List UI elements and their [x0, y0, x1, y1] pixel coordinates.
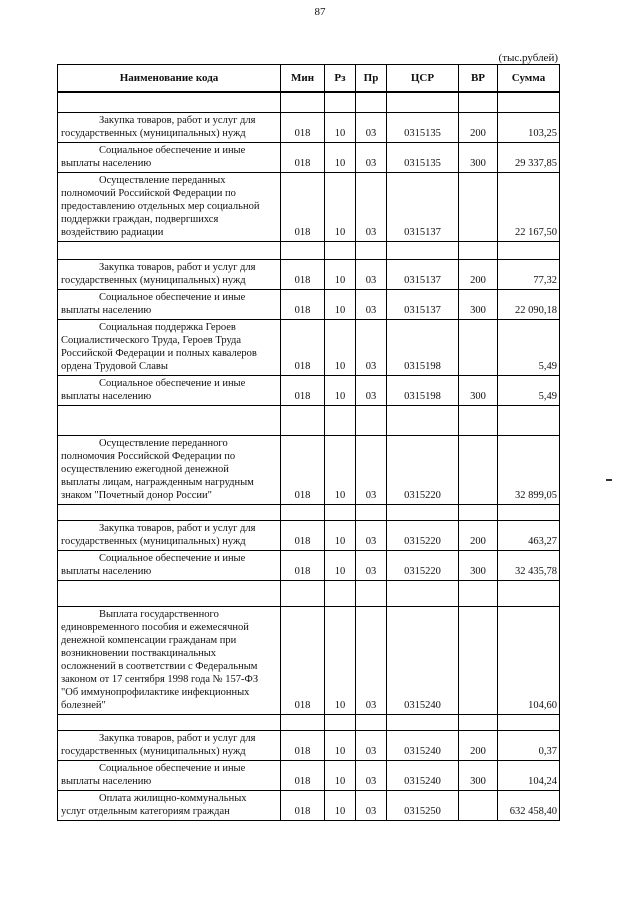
spacer-cell	[387, 715, 459, 731]
row-name-line: Осуществление переданного	[99, 438, 228, 449]
spacer-cell	[356, 406, 387, 436]
spacer-cell	[281, 715, 325, 731]
row-name-line: денежной компенсации гражданам при	[61, 635, 237, 646]
row-vr-cell	[459, 436, 498, 505]
budget-table	[57, 64, 560, 821]
row-pr-cell: 03	[356, 260, 387, 290]
row-vr-cell: 300	[459, 761, 498, 791]
spacer-row	[58, 92, 560, 113]
row-name-cell	[58, 761, 281, 791]
row-min-cell: 018	[281, 260, 325, 290]
row-name-line: выплаты населению	[61, 391, 152, 402]
row-pr-cell: 03	[356, 320, 387, 376]
row-name-cell	[58, 143, 281, 173]
row-rz-cell: 10	[325, 290, 356, 320]
spacer-cell	[325, 242, 356, 260]
table-row	[58, 320, 560, 376]
table-row	[58, 376, 560, 406]
spacer-cell	[459, 242, 498, 260]
col-header-min: Мин	[281, 65, 325, 93]
table-header-row	[58, 65, 560, 93]
row-rz-cell: 10	[325, 521, 356, 551]
row-name-cell	[58, 320, 281, 376]
spacer-cell	[58, 715, 281, 731]
col-header-vr: ВР	[459, 65, 498, 93]
row-name-cell	[58, 521, 281, 551]
spacer-cell	[498, 242, 560, 260]
table-row	[58, 260, 560, 290]
spacer-cell	[387, 505, 459, 521]
spacer-cell	[281, 505, 325, 521]
row-name-line: Социальное обеспечение и иные	[99, 378, 246, 389]
spacer-cell	[459, 581, 498, 607]
table-row	[58, 173, 560, 242]
row-pr-cell: 03	[356, 521, 387, 551]
row-csr-cell: 0315135	[387, 143, 459, 173]
spacer-cell	[356, 505, 387, 521]
row-csr-cell: 0315220	[387, 551, 459, 581]
row-name-line: выплаты населению	[61, 158, 152, 169]
row-name-line: Оплата жилищно-коммунальных	[99, 793, 247, 804]
spacer-cell	[498, 505, 560, 521]
row-name-cell	[58, 113, 281, 143]
spacer-cell	[356, 92, 387, 113]
row-name-line: поддержки граждан, подвергшихся	[61, 214, 219, 225]
row-rz-cell: 10	[325, 551, 356, 581]
row-name-line: выплаты населению	[61, 566, 152, 577]
row-pr-cell: 03	[356, 551, 387, 581]
table-row	[58, 436, 560, 505]
row-sum-cell: 104,24	[498, 761, 560, 791]
row-sum-cell: 22 090,18	[498, 290, 560, 320]
row-min-cell: 018	[281, 761, 325, 791]
row-name-line: полномочий Российской Федерации по	[61, 188, 236, 199]
row-pr-cell: 03	[356, 607, 387, 715]
row-min-cell: 018	[281, 607, 325, 715]
row-vr-cell	[459, 173, 498, 242]
row-pr-cell: 03	[356, 791, 387, 821]
spacer-cell	[498, 581, 560, 607]
spacer-cell	[58, 505, 281, 521]
row-rz-cell: 10	[325, 791, 356, 821]
row-pr-cell: 03	[356, 761, 387, 791]
row-name-cell	[58, 791, 281, 821]
row-name-line: Социалистического Труда, Героев Труда	[61, 335, 242, 346]
spacer-cell	[325, 92, 356, 113]
row-vr-cell: 200	[459, 521, 498, 551]
row-pr-cell: 03	[356, 376, 387, 406]
spacer-cell	[387, 92, 459, 113]
spacer-cell	[325, 406, 356, 436]
table-row	[58, 143, 560, 173]
spacer-cell	[58, 406, 281, 436]
row-name-line: полномочия Российской Федерации по	[61, 451, 236, 462]
row-pr-cell: 03	[356, 113, 387, 143]
row-name-line: ордена Трудовой Славы	[61, 361, 168, 372]
row-name-cell	[58, 607, 281, 715]
row-sum-cell: 32 899,05	[498, 436, 560, 505]
row-vr-cell: 200	[459, 731, 498, 761]
row-csr-cell: 0315198	[387, 376, 459, 406]
row-vr-cell	[459, 607, 498, 715]
table-row	[58, 551, 560, 581]
row-rz-cell: 10	[325, 173, 356, 242]
table-row	[58, 731, 560, 761]
row-rz-cell: 10	[325, 260, 356, 290]
row-name-line: Социальное обеспечение и иные	[99, 145, 246, 156]
spacer-cell	[387, 581, 459, 607]
row-rz-cell: 10	[325, 731, 356, 761]
row-min-cell: 018	[281, 290, 325, 320]
spacer-cell	[498, 92, 560, 113]
row-rz-cell: 10	[325, 436, 356, 505]
row-sum-cell: 463,27	[498, 521, 560, 551]
row-pr-cell: 03	[356, 290, 387, 320]
row-name-line: Закупка товаров, работ и услуг для	[99, 523, 256, 534]
row-name-line: Социальная поддержка Героев	[99, 322, 236, 333]
spacer-cell	[356, 581, 387, 607]
row-csr-cell: 0315137	[387, 290, 459, 320]
row-csr-cell: 0315198	[387, 320, 459, 376]
row-name-line: возникновении поствакцинальных	[61, 648, 217, 659]
row-sum-cell: 22 167,50	[498, 173, 560, 242]
row-name-cell	[58, 436, 281, 505]
row-name-line: государственных (муниципальных) нужд	[61, 128, 246, 139]
row-name-line: выплаты лицам, награжденным нагрудным	[61, 477, 254, 488]
row-name-cell	[58, 290, 281, 320]
row-name-line: болезней"	[61, 700, 106, 711]
row-rz-cell: 10	[325, 761, 356, 791]
spacer-row	[58, 581, 560, 607]
row-sum-cell: 32 435,78	[498, 551, 560, 581]
spacer-row	[58, 505, 560, 521]
row-sum-cell: 5,49	[498, 376, 560, 406]
spacer-cell	[325, 581, 356, 607]
table-row	[58, 521, 560, 551]
units-label: (тыс.рублей)	[498, 52, 558, 64]
row-csr-cell: 0315240	[387, 731, 459, 761]
table-row	[58, 791, 560, 821]
col-header-name: Наименование кода	[58, 65, 281, 93]
row-name-line: предоставлению отдельных мер социальной	[61, 201, 260, 212]
spacer-cell	[325, 715, 356, 731]
page-number: 87	[314, 6, 326, 18]
row-vr-cell: 300	[459, 376, 498, 406]
row-name-cell	[58, 376, 281, 406]
row-name-line: "Об иммунопрофилактике инфекционных	[61, 687, 250, 698]
spacer-cell	[387, 406, 459, 436]
row-min-cell: 018	[281, 320, 325, 376]
row-name-line: осложнений в соответствии с Федеральным	[61, 661, 258, 672]
row-csr-cell: 0315240	[387, 607, 459, 715]
row-sum-cell: 0,37	[498, 731, 560, 761]
row-name-line: Закупка товаров, работ и услуг для	[99, 262, 256, 273]
row-csr-cell: 0315137	[387, 173, 459, 242]
row-min-cell: 018	[281, 551, 325, 581]
row-name-line: Закупка товаров, работ и услуг для	[99, 115, 256, 126]
row-pr-cell: 03	[356, 436, 387, 505]
row-min-cell: 018	[281, 521, 325, 551]
row-csr-cell: 0315220	[387, 436, 459, 505]
col-header-pr: Пр	[356, 65, 387, 93]
spacer-row	[58, 715, 560, 731]
spacer-cell	[58, 581, 281, 607]
row-name-line: государственных (муниципальных) нужд	[61, 746, 246, 757]
row-min-cell: 018	[281, 731, 325, 761]
row-name-line: законом от 17 сентября 1998 года № 157-ФЗ	[61, 674, 259, 685]
row-name-cell	[58, 731, 281, 761]
row-pr-cell: 03	[356, 173, 387, 242]
row-vr-cell: 300	[459, 143, 498, 173]
row-name-line: Осуществление переданных	[99, 175, 226, 186]
table-row	[58, 113, 560, 143]
row-rz-cell: 10	[325, 376, 356, 406]
row-name-line: Закупка товаров, работ и услуг для	[99, 733, 256, 744]
spacer-cell	[498, 715, 560, 731]
row-csr-cell: 0315220	[387, 521, 459, 551]
row-vr-cell	[459, 320, 498, 376]
row-csr-cell: 0315240	[387, 761, 459, 791]
scan-mark	[606, 479, 612, 481]
row-sum-cell: 104,60	[498, 607, 560, 715]
spacer-cell	[498, 406, 560, 436]
spacer-cell	[356, 715, 387, 731]
table-body	[58, 92, 560, 821]
spacer-cell	[58, 242, 281, 260]
row-csr-cell: 0315135	[387, 113, 459, 143]
row-sum-cell: 77,32	[498, 260, 560, 290]
spacer-cell	[281, 92, 325, 113]
spacer-cell	[281, 242, 325, 260]
row-min-cell: 018	[281, 376, 325, 406]
row-min-cell: 018	[281, 791, 325, 821]
row-rz-cell: 10	[325, 113, 356, 143]
spacer-cell	[387, 242, 459, 260]
row-name-line: Выплата государственного	[99, 609, 219, 620]
spacer-cell	[459, 92, 498, 113]
spacer-cell	[459, 715, 498, 731]
row-min-cell: 018	[281, 113, 325, 143]
row-rz-cell: 10	[325, 143, 356, 173]
row-name-line: воздействию радиации	[61, 227, 164, 238]
row-sum-cell: 5,49	[498, 320, 560, 376]
row-csr-cell: 0315250	[387, 791, 459, 821]
spacer-cell	[281, 581, 325, 607]
row-name-line: знаком "Почетный донор России"	[61, 490, 212, 501]
table-row	[58, 607, 560, 715]
row-rz-cell: 10	[325, 320, 356, 376]
row-name-line: выплаты населению	[61, 305, 152, 316]
row-pr-cell: 03	[356, 143, 387, 173]
spacer-cell	[325, 505, 356, 521]
row-name-line: государственных (муниципальных) нужд	[61, 275, 246, 286]
row-name-line: услуг отдельным категориям граждан	[61, 806, 230, 817]
row-vr-cell: 300	[459, 290, 498, 320]
spacer-cell	[281, 406, 325, 436]
row-name-line: Социальное обеспечение и иные	[99, 292, 246, 303]
col-header-sum: Сумма	[498, 65, 560, 93]
row-rz-cell: 10	[325, 607, 356, 715]
row-name-line: единовременного пособия и ежемесячной	[61, 622, 249, 633]
row-vr-cell: 300	[459, 551, 498, 581]
row-vr-cell	[459, 791, 498, 821]
row-sum-cell: 103,25	[498, 113, 560, 143]
spacer-cell	[459, 505, 498, 521]
row-name-line: Социальное обеспечение и иные	[99, 763, 246, 774]
row-pr-cell: 03	[356, 731, 387, 761]
row-min-cell: 018	[281, 143, 325, 173]
spacer-cell	[459, 406, 498, 436]
table-row	[58, 290, 560, 320]
spacer-cell	[58, 92, 281, 113]
col-header-csr: ЦСР	[387, 65, 459, 93]
row-vr-cell: 200	[459, 260, 498, 290]
row-sum-cell: 29 337,85	[498, 143, 560, 173]
row-min-cell: 018	[281, 173, 325, 242]
row-sum-cell: 632 458,40	[498, 791, 560, 821]
row-name-line: государственных (муниципальных) нужд	[61, 536, 246, 547]
table-row	[58, 761, 560, 791]
spacer-row	[58, 406, 560, 436]
row-name-line: Российской Федерации и полных кавалеров	[61, 348, 257, 359]
row-name-line: выплаты населению	[61, 776, 152, 787]
row-name-cell	[58, 551, 281, 581]
spacer-cell	[356, 242, 387, 260]
row-name-cell	[58, 173, 281, 242]
row-name-line: Социальное обеспечение и иные	[99, 553, 246, 564]
row-name-cell	[58, 260, 281, 290]
row-min-cell: 018	[281, 436, 325, 505]
row-name-line: осуществлению ежегодной денежной	[61, 464, 229, 475]
row-vr-cell: 200	[459, 113, 498, 143]
row-csr-cell: 0315137	[387, 260, 459, 290]
col-header-rz: Рз	[325, 65, 356, 93]
spacer-row	[58, 242, 560, 260]
